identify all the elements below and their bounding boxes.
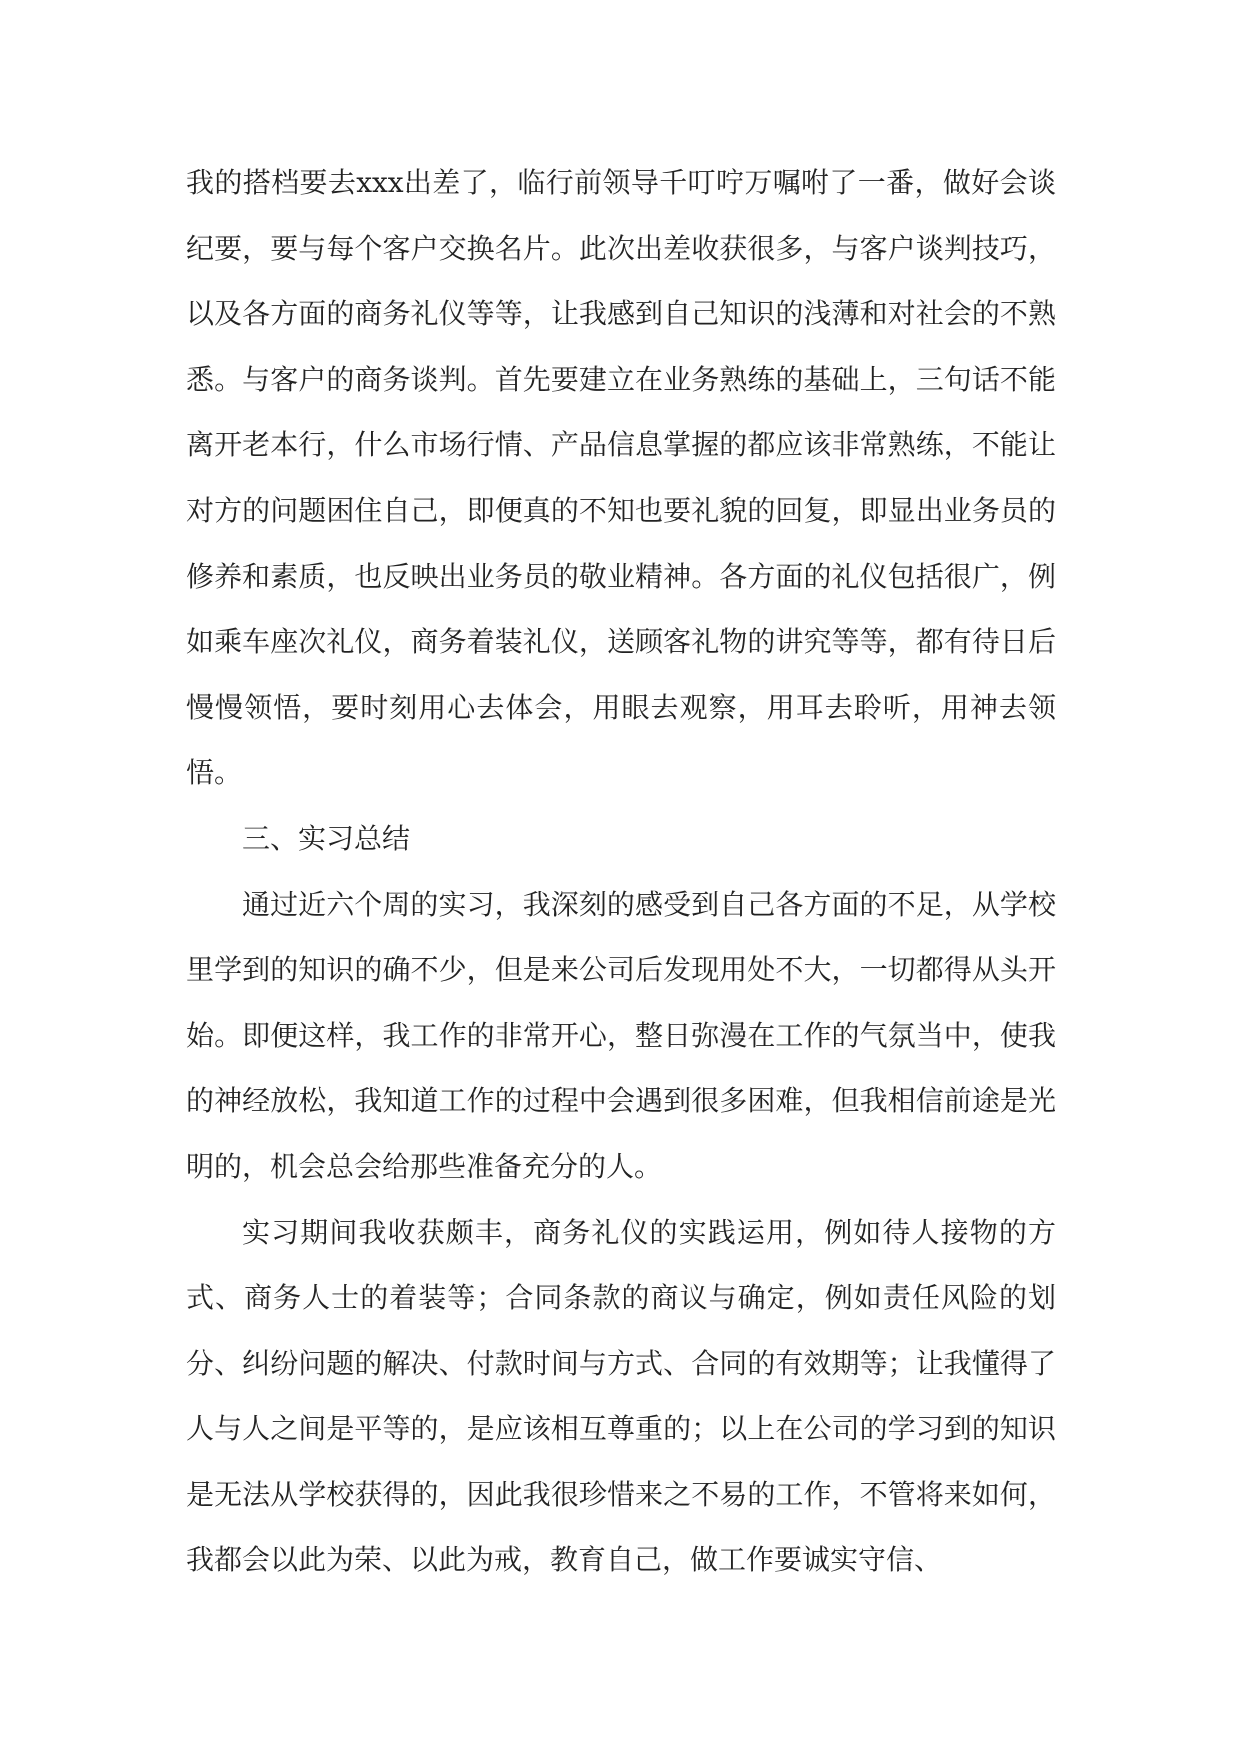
document-body <box>186 150 1056 1593</box>
paragraph-business-trip: 我的搭档要去xxx出差了，临行前领导千叮咛万嘱咐了一番，做好会谈纪要，要与每个客户交换名片。此次出差收获很多，与客户谈判技巧，以及各方面的商务礼仪等等，让我感到自己知识的浅薄和对社会的不熟悉。与客户的商务谈判。首先要建立在业务熟练的基础上，三句话不能离开老本行，什么市场行情、产品信息掌握的都应该非常熟练，不能让对方的问题困住自己，即便真的不知也要礼貌的回复，即显出业务员的修养和素质，也反映出业务员的敬业精神。各方面的礼仪包括很广，例如乘车座次礼仪，商务着装礼仪，送顾客礼物的讲究等等，都有待日后慢慢领悟，要时刻用心去体会，用眼去观察，用耳去聆听，用神去领悟。 <box>186 166 1056 790</box>
section-heading-internship-summary: 三、实习总结 <box>242 821 411 855</box>
paragraph-summary: 通过近六个周的实习，我深刻的感受到自己各方面的不足，从学校里学到的知识的确不少，但是来公司后发现用处不大，一切都得从头开始。即便这样，我工作的非常开心，整日弥漫在工作的气氛当中，使我的神经放松，我知道工作的过程中会遇到很多困难，但我相信前途是光明的，机会总会给那些准备充分的人。 <box>186 887 1056 1183</box>
paragraph-gains: 实习期间我收获颇丰，商务礼仪的实践运用，例如待人接物的方式、商务人士的着装等；合同条款的商议与确定，例如责任风险的划分、纠纷问题的解决、付款时间与方式、合同的有效期等；让我懂得了人与人之间是平等的，是应该相互尊重的；以上在公司的学习到的知识是无法从学校获得的，因此我很珍惜来之不易的工作，不管将来如何，我都会以此为荣、以此为戒，教育自己，做工作要诚实守信、 <box>186 1215 1056 1577</box>
